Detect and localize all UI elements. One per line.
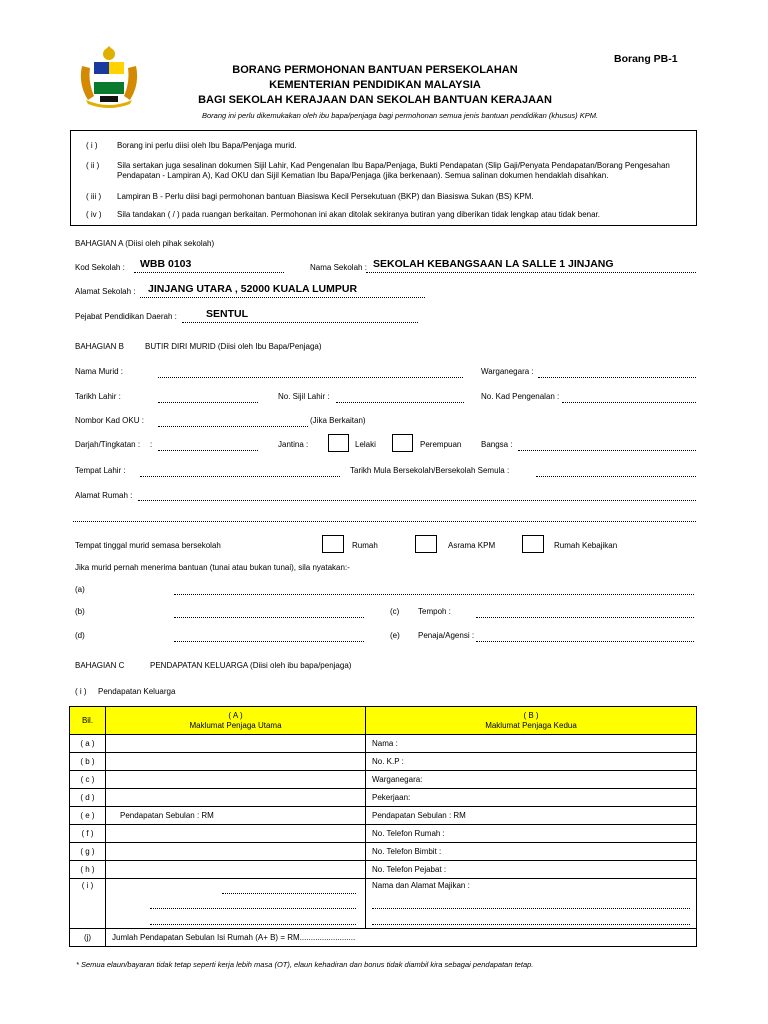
school-code-field[interactable] — [134, 272, 284, 273]
hostel-label: Asrama KPM — [448, 541, 496, 550]
guardian-b-cell[interactable]: Pendapatan Sebulan : RM — [366, 807, 697, 825]
guardian-a-income-cell[interactable]: Pendapatan Sebulan : RM — [106, 807, 366, 825]
family-income-table — [69, 706, 697, 947]
note-num: ( i ) — [86, 141, 98, 150]
birth-date-field[interactable] — [158, 402, 258, 403]
employer-b-line-2[interactable] — [372, 924, 690, 925]
employer-a-line-3[interactable] — [150, 924, 356, 925]
table-row — [70, 771, 697, 789]
race-label: Bangsa : — [481, 440, 513, 449]
bil-header: Bil. — [70, 707, 106, 735]
duration-field[interactable] — [476, 617, 694, 618]
row-num: ( a ) — [70, 735, 106, 753]
note-text: Sila tandakan ( / ) pada ruangan berkaitan. Permohonan ini akan ditolak sekiranya butiran yang diberikan tidak lengkap atau tidak benar. — [117, 210, 600, 219]
note-num: ( iv ) — [86, 210, 102, 219]
sponsor-field[interactable] — [476, 641, 694, 642]
student-name-field[interactable] — [158, 377, 463, 378]
home-label: Rumah — [352, 541, 378, 550]
crest-logo — [76, 44, 142, 110]
birth-cert-field[interactable] — [336, 402, 464, 403]
aid-item-a-field[interactable] — [174, 594, 694, 595]
section-c-heading: BAHAGIAN C — [75, 661, 125, 670]
income-subheading: Pendapatan Keluarga — [98, 687, 176, 696]
guardian-a-header — [106, 707, 366, 735]
row-num: ( b ) — [70, 753, 106, 771]
row-num: ( g ) — [70, 843, 106, 861]
district-office-field[interactable] — [182, 322, 418, 323]
class-colon: : — [150, 440, 153, 449]
aid-item-c-label: (c) — [390, 607, 400, 616]
male-label: Lelaki — [355, 440, 376, 449]
school-start-label: Tarikh Mula Bersekolah/Bersekolah Semula : — [350, 466, 510, 475]
note-text: Borang ini perlu diisi oleh Ibu Bapa/Penjaga murid. — [117, 141, 297, 150]
aid-item-e-label: (e) — [390, 631, 400, 640]
school-name-field[interactable] — [366, 272, 696, 273]
race-field[interactable] — [518, 450, 696, 451]
female-label: Perempuan — [420, 440, 462, 449]
oku-card-field[interactable] — [158, 426, 308, 427]
table-row — [70, 807, 697, 825]
guardian-a-cell[interactable] — [106, 753, 366, 771]
form-code: Borang PB-1 — [614, 53, 678, 65]
form-subtitle: Borang ini perlu dikemukakan oleh ibu bapa/penjaga bagi permohonan semua jenis bantuan pendidikan (khusus) KPM. — [202, 111, 599, 120]
nationality-label: Warganegara : — [481, 367, 534, 376]
income-footnote: * Semua elaun/bayaran tidak tetap seperti kerja lebih masa (OT), elaun kehadiran dan bonus tidak diambil kira sebagai pendapatan tetap. — [76, 960, 534, 969]
guardian-a-cell[interactable] — [106, 825, 366, 843]
row-num: ( e ) — [70, 807, 106, 825]
note-num: ( iii ) — [86, 192, 102, 201]
student-name-label: Nama Murid : — [75, 367, 124, 376]
school-address-field[interactable] — [140, 297, 425, 298]
hostel-checkbox[interactable] — [415, 535, 437, 553]
if-applicable-note: (Jika Berkaitan) — [310, 416, 366, 425]
table-row — [70, 735, 697, 753]
male-checkbox[interactable] — [328, 434, 349, 452]
previous-aid-label: Jika murid pernah menerima bantuan (tunai atau bukan tunai), sila nyatakan:- — [75, 563, 350, 572]
class-label: Darjah/Tingkatan : — [75, 440, 141, 449]
form-title-line-2: KEMENTERIAN PENDIDIKAN MALAYSIA — [269, 79, 481, 91]
guardian-a-cell[interactable] — [106, 861, 366, 879]
table-row — [70, 825, 697, 843]
total-income-row — [70, 929, 697, 947]
school-name-label: Nama Sekolah : — [310, 263, 367, 272]
note-text: Sila sertakan juga sesalinan dokumen Sijil Lahir, Kad Pengenalan Ibu Bapa/Penjaga, Bukti Pendapatan (Slip Gaji/Penyata Pendapatan/Borang Pengesahan — [117, 161, 670, 170]
table-row — [70, 789, 697, 807]
school-start-field[interactable] — [536, 476, 696, 477]
welfare-home-checkbox[interactable] — [522, 535, 544, 553]
income-subheading-num: ( i ) — [75, 687, 87, 696]
home-address-label: Alamat Rumah : — [75, 491, 133, 500]
guardian-a-cell[interactable] — [106, 789, 366, 807]
guardian-b-cell[interactable]: No. Telefon Pejabat : — [366, 861, 697, 879]
total-income-cell[interactable]: Jumlah Pendapatan Sebulan Isi Rumah (A+ B) = RM......................... — [106, 929, 697, 947]
welfare-home-label: Rumah Kebajikan — [554, 541, 618, 550]
aid-item-b-field[interactable] — [174, 617, 364, 618]
form-title-line-3: BAGI SEKOLAH KERAJAAN DAN SEKOLAH BANTUAN KERAJAAN — [198, 94, 552, 106]
school-address-label: Alamat Sekolah : — [75, 287, 136, 296]
row-num: ( d ) — [70, 789, 106, 807]
employer-b-line-1[interactable] — [372, 908, 690, 909]
table-row — [70, 861, 697, 879]
duration-label: Tempoh : — [418, 607, 451, 616]
aid-item-d-field[interactable] — [174, 641, 364, 642]
guardian-a-cell[interactable] — [106, 771, 366, 789]
guardian-b-header — [366, 707, 697, 735]
section-c-title: PENDAPATAN KELUARGA (Diisi oleh ibu bapa/penjaga) — [150, 661, 352, 670]
employer-a-line-1[interactable] — [222, 893, 356, 894]
school-code-label: Kod Sekolah : — [75, 263, 125, 272]
section-a-heading: BAHAGIAN A (Diisi oleh pihak sekolah) — [75, 239, 215, 248]
note-text: Lampiran B - Perlu diisi bagi permohonan bantuan Biasiswa Kecil Persekutuan (BKP) dan Biasiswa Sukan (BS) KPM. — [117, 192, 534, 201]
table-row — [70, 843, 697, 861]
table-row — [70, 753, 697, 771]
row-num: ( h ) — [70, 861, 106, 879]
section-b-heading: BAHAGIAN B — [75, 342, 124, 351]
home-checkbox[interactable] — [322, 535, 344, 553]
guardian-b-cell[interactable]: Warganegara: — [366, 771, 697, 789]
district-office-value: SENTUL — [206, 308, 248, 320]
row-num: ( f ) — [70, 825, 106, 843]
section-b-title: BUTIR DIRI MURID (Diisi oleh Ibu Bapa/Penjaga) — [145, 342, 322, 351]
employer-b-label: Nama dan Alamat Majikan : — [372, 881, 470, 890]
guardian-b-title: Maklumat Penjaga Kedua — [485, 720, 577, 730]
row-num: ( i ) — [70, 879, 106, 929]
aid-item-a-label: (a) — [75, 585, 85, 594]
home-address-field-2[interactable] — [73, 521, 696, 522]
ic-number-label: No. Kad Pengenalan : — [481, 392, 560, 401]
female-checkbox[interactable] — [392, 434, 413, 452]
ic-number-field[interactable] — [562, 402, 696, 403]
home-address-field[interactable] — [138, 500, 696, 501]
note-num: ( ii ) — [86, 161, 100, 170]
guardian-a-cell[interactable] — [106, 843, 366, 861]
guardian-b-cell[interactable]: Pekerjaan: — [366, 789, 697, 807]
guardian-b-code: ( B ) — [523, 710, 539, 720]
oku-card-label: Nombor Kad OKU : — [75, 416, 144, 425]
form-title-line-1: BORANG PERMOHONAN BANTUAN PERSEKOLAHAN — [232, 64, 518, 76]
note-text: Pendapatan - Lampiran A), Kad OKU dan Sijil Kematian Ibu Bapa/Penjaga (jika berkenaan). Semua salinan dokumen hendaklah disahkan. — [117, 171, 609, 180]
birth-cert-label: No. Sijil Lahir : — [278, 392, 330, 401]
sponsor-label: Penaja/Agensi : — [418, 631, 475, 640]
row-num: (j) — [70, 929, 106, 947]
aid-item-b-label: (b) — [75, 607, 85, 616]
guardian-a-cell[interactable] — [106, 735, 366, 753]
class-field[interactable] — [158, 450, 258, 451]
guardian-b-employer-cell[interactable] — [366, 879, 697, 929]
district-office-label: Pejabat Pendidikan Daerah : — [75, 312, 177, 321]
guardian-a-employer-cell[interactable] — [106, 879, 366, 929]
employer-a-line-2[interactable] — [150, 908, 356, 909]
guardian-b-cell[interactable]: No. Telefon Bimbit : — [366, 843, 697, 861]
nationality-field[interactable] — [538, 377, 696, 378]
gender-label: Jantina : — [278, 440, 309, 449]
school-code-value: WBB 0103 — [140, 258, 192, 270]
guardian-b-cell[interactable]: Nama : — [366, 735, 697, 753]
aid-item-d-label: (d) — [75, 631, 85, 640]
guardian-b-cell[interactable]: No. K.P : — [366, 753, 697, 771]
residence-label: Tempat tinggal murid semasa bersekolah — [75, 541, 221, 550]
guardian-a-code: ( A ) — [228, 710, 243, 720]
birth-place-field[interactable] — [140, 476, 340, 477]
birth-date-label: Tarikh Lahir : — [75, 392, 121, 401]
school-address-value: JINJANG UTARA , 52000 KUALA LUMPUR — [148, 283, 358, 295]
row-num: ( c ) — [70, 771, 106, 789]
table-row — [70, 879, 697, 929]
guardian-a-title: Maklumat Penjaga Utama — [189, 720, 282, 730]
guardian-b-cell[interactable]: No. Telefon Rumah : — [366, 825, 697, 843]
school-name-value: SEKOLAH KEBANGSAAN LA SALLE 1 JINJANG — [373, 258, 614, 270]
birth-place-label: Tempat Lahir : — [75, 466, 126, 475]
